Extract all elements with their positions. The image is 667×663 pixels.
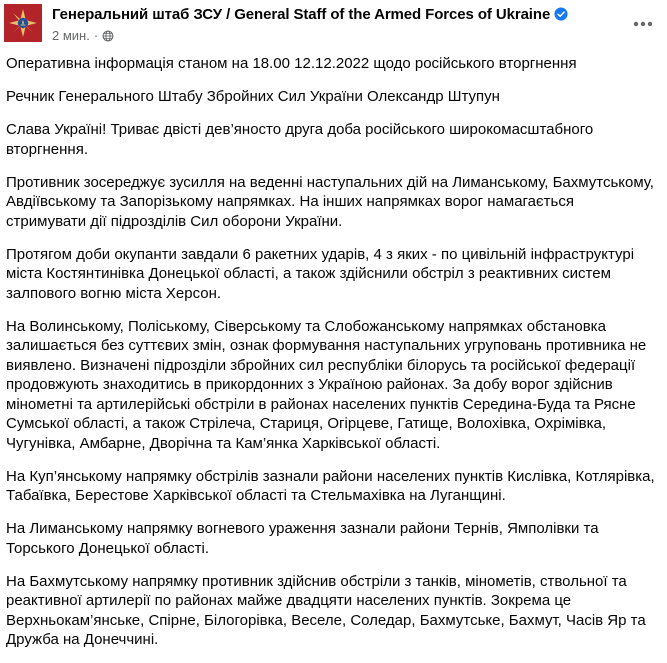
post-paragraph: На Волинському, Поліському, Сіверському та Слобожанському напрямках обстановка залишається без суттєвих змін, ознак формування наступальних угруповань противника не виявлено. Визначені підрозділи збройних сил республіки білорусь та російської федерації продовжують знаходитись в прикордонних з Україною районах. За добу ворог здійснив мінометні та артилерійські обстріли в районах населених пунктів Середина-Буда та Рясне Сумської області, а також Стрілеча, Стариця, Огірцеве, Гатище, Волохівка, Охрімівка, Чугунівка, Амбарне, Дворічна та Кам’янка Харківської області.: [6, 317, 647, 452]
post-paragraph: На Бахмутському напрямку противник здійснив обстріли з танків, мінометів, ствольної та реактивної артилерії по районах майже двадцяти населених пунктів. Зокрема це Верхньокам’янське, Спірне, Білогорівка, Веселе, Соледар, Бахмутське, Бахмут, Часів Яр та Дружба на Донеччині.: [6, 572, 646, 648]
more-options-button[interactable]: [627, 8, 659, 40]
post-paragraph: На Куп’янському напрямку обстрілів зазнали райони населених пунктів Кислівка, Котлярівка, Табаївка, Берестове Харківської області та Стельмахівка на Луганщині.: [6, 467, 655, 504]
post-paragraph: Оперативна інформація станом на 18.00 12.12.2022 щодо російського вторгнення: [6, 55, 577, 72]
post-paragraph: Протягом доби окупанти завдали 6 ракетних ударів, 4 з яких - по цивільній інфраструктурі міста Костянтинівка Донецької області, а також здійснили обстріл з реактивних систем залпового вогню міста Херсон.: [6, 245, 635, 302]
post-meta: [52, 28, 114, 43]
ellipsis-icon: [633, 21, 653, 27]
post-header: [0, 0, 667, 50]
globe-icon: [102, 30, 114, 42]
author-name[interactable]: [52, 6, 568, 23]
post-paragraph: На Лиманському напрямку вогневого ураження зазнали райони Тернів, Ямполівки та Торського Донецької області.: [6, 520, 599, 557]
post-paragraph: Противник зосереджує зусилля на веденні наступальних дій на Лиманському, Бахмутському, Авдіївському та Запорізькому напрямках. На інших напрямках ворог намагається стримувати дії підрозділів Сил оборони України.: [6, 173, 654, 230]
post-paragraph: Слава Україні! Триває двісті дев’яносто друга доба російського широкомасштабного вторгнення.: [6, 121, 594, 158]
post-time[interactable]: 2 мин.: [52, 28, 90, 43]
verified-badge-icon: [554, 7, 568, 21]
meta-separator: ·: [93, 28, 99, 43]
ukraine-general-staff-emblem-icon[interactable]: [4, 4, 42, 42]
author-name-text[interactable]: Генеральний штаб ЗСУ / General Staff of the Armed Forces of Ukraine: [52, 6, 551, 23]
post-body: [6, 54, 656, 663]
post-paragraph: Речник Генерального Штабу Збройних Сил України Олександр Штупун: [6, 88, 500, 105]
